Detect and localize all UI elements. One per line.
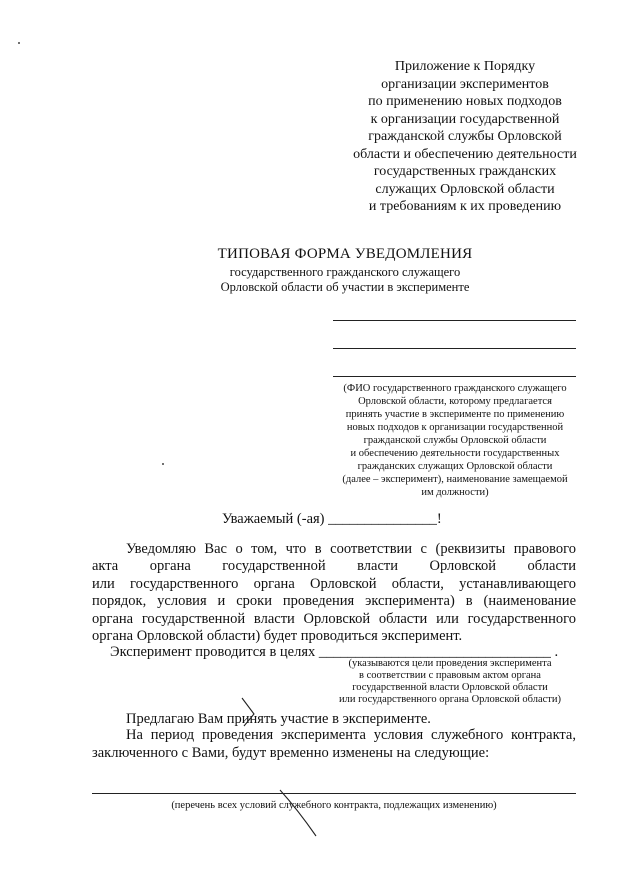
caption-line: гражданской службы Орловской области <box>363 435 547 446</box>
form-title: ТИПОВАЯ ФОРМА УВЕДОМЛЕНИЯ <box>217 246 473 262</box>
appendix-line: организации экспериментов <box>381 76 549 92</box>
paragraph-line: порядок, условия и сроки проведения эксперимента) в (наименование <box>92 593 576 610</box>
caption-line: государственной власти Орловской области <box>352 682 548 693</box>
paragraph-line: Уведомляю Вас о том, что в соответствии с (реквизиты правового <box>126 541 576 557</box>
experiment-goal-line: Эксперимент проводится в целях ________________________________ . <box>110 644 559 660</box>
goal-caption <box>330 658 570 706</box>
recipient-line <box>333 348 576 349</box>
appendix-line: по применению новых подходов <box>368 94 562 109</box>
offer-sentence: Предлагаю Вам принять участие в эксперименте. <box>126 711 431 727</box>
greeting: Уважаемый (-ая) _______________! <box>222 511 442 527</box>
caption-line: новых подходов к организации государственной <box>346 422 564 433</box>
form-subtitle <box>180 265 510 295</box>
caption-line: (ФИО государственного гражданского служащего <box>343 383 567 394</box>
appendix-line: Приложение к Порядку <box>394 59 536 74</box>
paragraph-line: органа государственной власти Орловской области или государственного <box>92 610 576 627</box>
caption-line: принять участие в эксперименте по применению <box>345 409 565 420</box>
conditions-line <box>92 793 576 794</box>
caption-line: в соответствии с правовым актом органа <box>359 670 541 681</box>
appendix-line: государственных гражданских <box>373 164 557 179</box>
appendix-line: к организации государственной <box>370 111 560 127</box>
form-subtitle-line: Орловской области об участии в эксперименте <box>220 280 470 294</box>
recipient-line <box>333 320 576 321</box>
caption-line: Орловской области, которому предлагается <box>358 396 552 407</box>
paragraph-line: органа Орловской области) будет проводиться эксперимент. <box>92 627 463 644</box>
caption-line: (далее – эксперимент), наименование замещаемой <box>342 474 568 485</box>
caption-line: им должности) <box>421 487 489 498</box>
caption-line: или государственного органа Орловской области) <box>338 694 561 705</box>
contract-change-paragraph <box>92 727 576 762</box>
paragraph-line: или государственного органа Орловской области, устанавливающего <box>92 575 576 592</box>
form-subtitle-line: государственного гражданского служащего <box>229 265 461 279</box>
appendix-header <box>340 58 590 216</box>
conditions-caption: (перечень всех условий служебного контракта, подлежащих изменению) <box>171 800 497 811</box>
scan-speck <box>162 463 164 465</box>
paragraph-line: заключенного с Вами, будут временно изменены на следующие: <box>92 744 490 761</box>
recipient-line <box>333 376 576 377</box>
appendix-line: служащих Орловской области <box>375 181 555 197</box>
paragraph-line: На период проведения эксперимента условия служебного контракта, <box>126 727 576 743</box>
caption-line: (указываются цели проведения эксперимента <box>348 658 552 669</box>
appendix-line: области и обеспечению деятельности <box>353 146 577 162</box>
caption-line: гражданских служащих Орловской области <box>357 461 553 472</box>
caption-line: и обеспечению деятельности государственных <box>350 448 560 459</box>
paragraph-line: акта органа государственной власти Орловской области <box>92 558 576 575</box>
appendix-line: гражданской службы Орловской <box>368 129 562 144</box>
recipient-caption <box>330 382 580 499</box>
scan-speck <box>18 42 20 44</box>
appendix-line: и требованиям к их проведению <box>368 199 562 214</box>
notice-paragraph <box>92 541 576 645</box>
